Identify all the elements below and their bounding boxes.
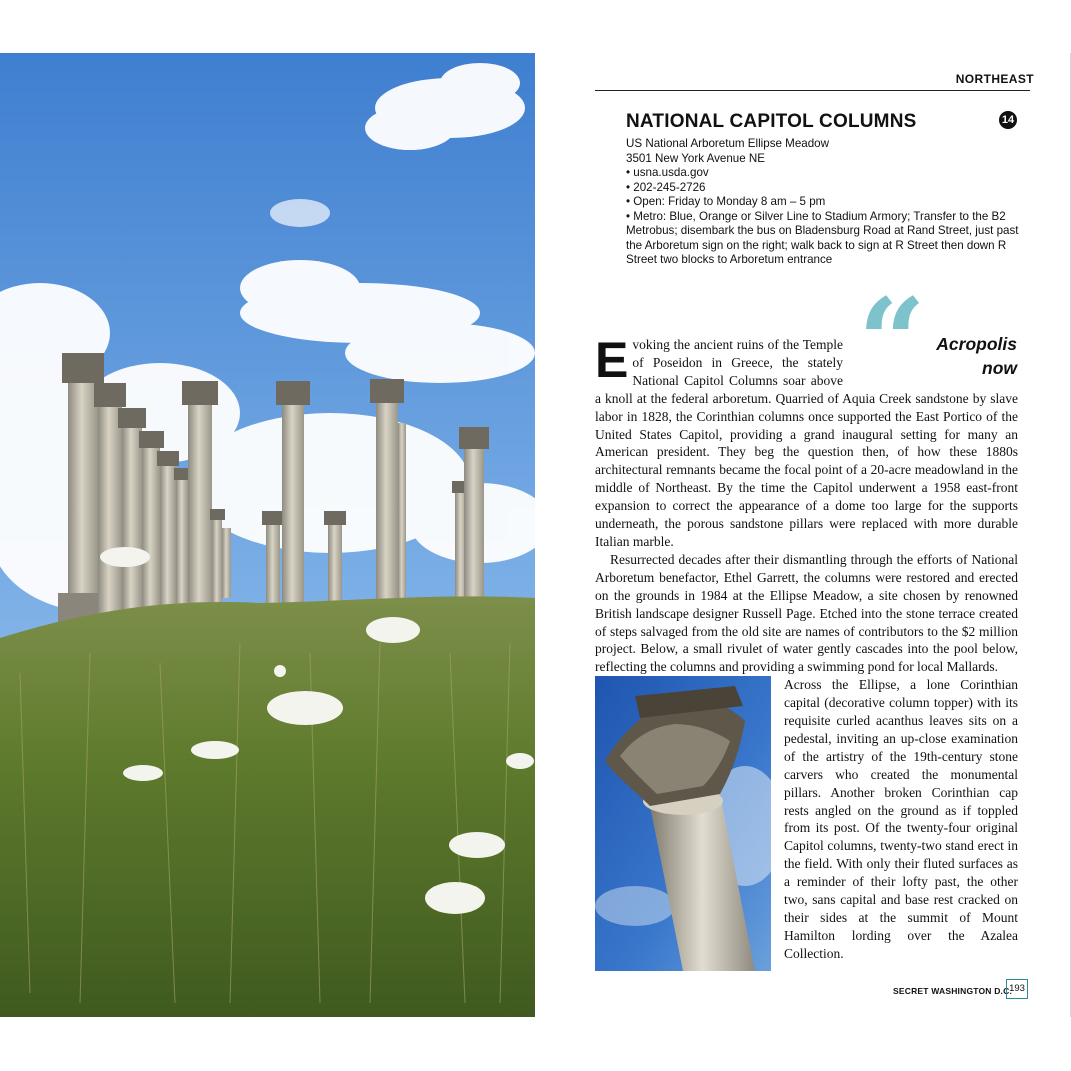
pull-quote-space xyxy=(843,336,1018,388)
page-number: 193 xyxy=(1006,979,1028,999)
info-address: 3501 New York Avenue NE xyxy=(626,151,766,165)
pull-quote-line: now xyxy=(982,357,1017,378)
pull-quote-line: Acropolis xyxy=(936,334,1017,354)
section-divider xyxy=(595,90,1030,91)
footer-book-title: SECRET WASHINGTON D.C. xyxy=(893,986,1013,996)
info-hours: • Open: Friday to Monday 8 am – 5 pm xyxy=(626,195,826,208)
paragraph-1-text: voking the ancient ruins of the Temple of Poseidon in Greece, the stately National Capitol Columns soar above a knoll at the federal arboretum. Quarried of Aquia Creek sandstone by slave labor in 1828, the Corinthian columns once supported the East Portico of the United States Capitol, providing a grand inaugural setting for many an American president. They beg the question then, of how these 1880s architectural remnants became the focal point of a 20-acre meadowland in the middle of Northeast. By the time the Capitol underwent a 1958 east-front expansion to correct the appearance of a dome too large for the supports underneath, the porous sandstone pillars were replaced with more durable Italian marble. xyxy=(595,337,1018,549)
paragraph-3: Across the Ellipse, a lone Corinthian capital (decorative column topper) with its requisite curled acanthus leaves sits on a pedestal, inviting an up-close examination of the artistry of the 19th-century stone carvers who created the monumental pillars. Another broken Corinthian cap rests angled on the ground as if toppled from its post. Of the twenty-four original Capitol columns, twenty-two stand erect in the field. With only their fluted surfaces as a reminder of their lofty past, the other two, sans capital and base rest cracked on their sides at the summit of Mount Hamilton lording over the Azalea Collection. xyxy=(784,677,1018,961)
paragraph-2: Resurrected decades after their dismantling through the efforts of National Arboretum benefactor, Ethel Garrett, the columns were restored and erected on the grounds in 1984 at the Ellipse Meadow, a site chosen by renowned British landscape designer Russell Page. Etched into the stone terrace created of steps salvaged from the old site are names of contributors to the $2 million project. Below, a small rivulet of water gently cascades into the pool below, reflecting the columns and providing a swimming pond for local Mallards. xyxy=(595,551,1018,675)
info-website: • usna.usda.gov xyxy=(626,166,709,179)
entry-info-block xyxy=(626,137,1031,268)
article-body xyxy=(595,332,1018,973)
entry-number-badge: 14 xyxy=(999,111,1017,129)
entry-title: NATIONAL CAPITOL COLUMNS xyxy=(626,111,917,132)
right-page xyxy=(535,53,1071,1017)
info-metro: • Metro: Blue, Orange or Silver Line to Stadium Armory; Transfer to the B2 Metrobus; disembark the bus on Bladensburg Road at Rand Street, just past the Arboretum sign on the right; walk back to sign at R Street then down R Street two blocks to Arboretum entrance xyxy=(626,209,1019,266)
corinthian-capital-photo xyxy=(595,676,771,971)
info-location: US National Arboretum Ellipse Meadow xyxy=(626,137,829,150)
info-phone: • 202-245-2726 xyxy=(626,180,706,194)
quote-mark-icon: “ xyxy=(858,272,926,411)
columns-meadow-photo xyxy=(0,53,535,1017)
section-label: NORTHEAST xyxy=(955,72,1034,86)
drop-cap: E xyxy=(595,332,629,388)
